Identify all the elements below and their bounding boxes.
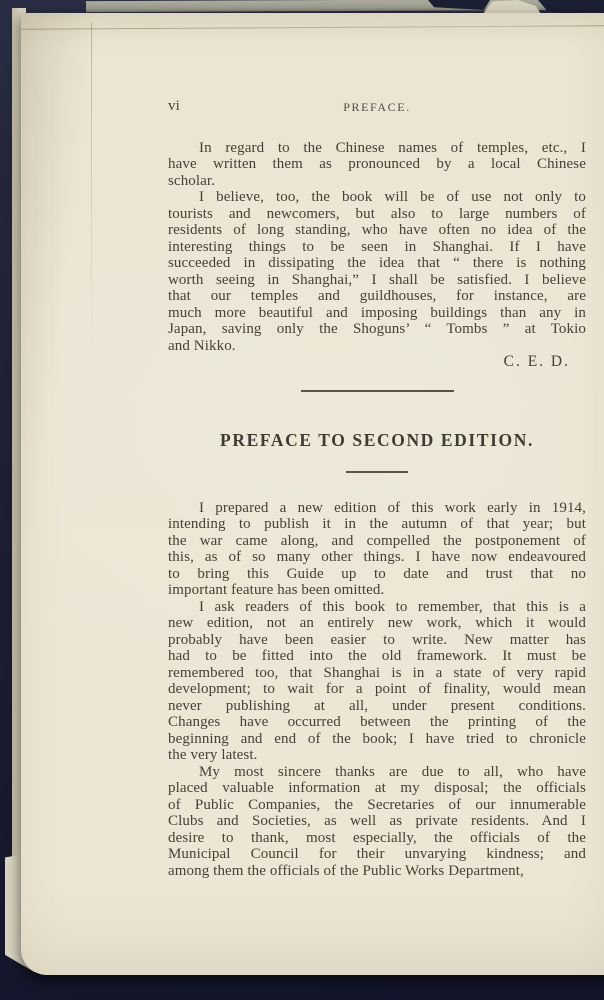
paragraph-line: My most sincere thanks are due to all, who have — [199, 763, 586, 780]
paragraph-line: residents of long standing, who have often no idea of the — [168, 222, 586, 238]
paragraph-line: of Public Companies, the Secretaries of our innumerable — [168, 796, 586, 813]
paragraph-line: I ask readers of this book to remember, that this is a — [199, 598, 586, 615]
paragraph-line: and Nikko. — [168, 337, 236, 354]
paragraph-line: Changes have occurred between the printing of the — [168, 714, 586, 730]
paragraph-line: interesting things to be seen in Shanghai. If I have — [168, 238, 586, 255]
paragraph-line: had to be fitted into the old framework. It must be — [168, 648, 586, 664]
paragraph-line: desire to thank, most especially, the officials of the — [168, 829, 586, 846]
section-heading: PREFACE TO SECOND EDITION. — [220, 429, 534, 450]
running-header: PREFACE. — [343, 100, 411, 114]
paragraph — [168, 599, 586, 764]
paragraph-line: worth seeing in Shanghai,” I shall be satisfied. I believe — [168, 271, 586, 288]
paragraph-line: the very latest. — [168, 747, 258, 763]
page-crease-top — [21, 25, 604, 30]
paragraph-line: Clubs and Societies, as well as private residents. And I — [168, 813, 586, 829]
book-page — [21, 13, 604, 975]
paragraph-line: to bring this Guide up to date and trust that no — [168, 565, 586, 582]
heading-underline-rule — [346, 471, 408, 473]
paragraph — [168, 189, 586, 354]
paragraph-line: have written them as pronounced by a local Chinese — [168, 156, 586, 172]
paragraph-line: probably have been easier to write. New matter has — [168, 631, 586, 648]
paragraph — [168, 764, 586, 880]
text-column — [168, 98, 586, 879]
paragraph-line: I prepared a new edition of this work early in 1914, — [199, 499, 586, 516]
paragraph-line: never publishing at all, under present conditions. — [168, 697, 586, 714]
paragraph-line: tourists and newcomers, but also to large numbers of — [168, 205, 586, 222]
paragraph-line: Municipal Council for their unvarying kindness; and — [168, 846, 586, 862]
page-number: vi — [168, 98, 180, 114]
paragraph-line: development; to wait for a point of finality, would mean — [168, 681, 586, 697]
paragraph-line: scholar. — [168, 172, 216, 189]
paragraph-line: intending to publish it in the autumn of that year; but — [168, 516, 586, 532]
paragraph-line: remembered too, that Shanghai is in a state of very rapid — [168, 664, 586, 681]
paragraph-line: In regard to the Chinese names of temples, etc., I — [199, 139, 586, 156]
paragraph-line: placed valuable information at my disposal; the officials — [168, 780, 586, 796]
paragraph-line: this, as of so many other things. I have now endeavoured — [168, 549, 586, 565]
paragraph-line: important feature has been omitted. — [168, 582, 385, 598]
paragraph-line: among them the officials of the Public Works Department, — [168, 862, 524, 879]
paragraph-line: that our temples and guildhouses, for instance, are — [168, 288, 586, 304]
divider-rule — [301, 390, 454, 392]
paragraph-line: succeeded in dissipating the idea that “ there is nothing — [168, 255, 586, 271]
page-header — [168, 98, 586, 115]
paragraph-line: I believe, too, the book will be of use not only to — [199, 189, 586, 205]
paragraph — [168, 140, 586, 190]
paragraph-line: Japan, saving only the Shoguns’ “ Tombs ” at Tokio — [168, 321, 586, 337]
paragraph-line: the war came along, and compelled the postponement of — [168, 532, 586, 549]
paragraph-line: much more beautiful and imposing buildings than any in — [168, 304, 586, 321]
paragraph-line: new edition, not an entirely new work, which it would — [168, 615, 586, 631]
author-initials: C. E. D. — [503, 353, 570, 370]
paragraph — [168, 500, 586, 599]
page-crease-left — [91, 23, 92, 443]
paragraph-line: beginning and end of the book; I have tried to chronicle — [168, 730, 586, 747]
